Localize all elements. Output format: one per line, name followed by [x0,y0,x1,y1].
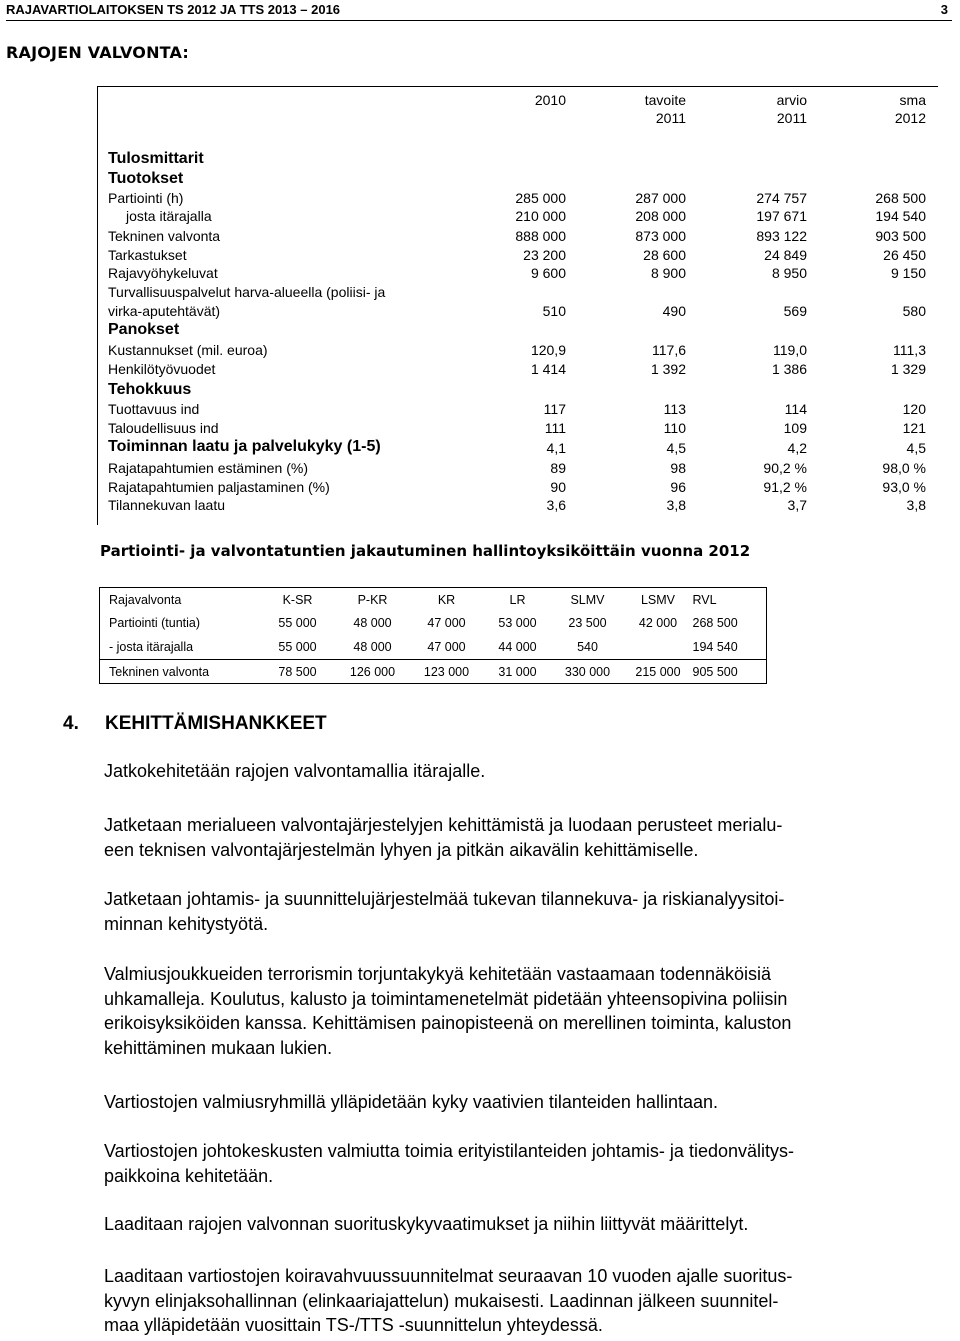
paragraph [104,1264,948,1338]
section-title: RAJOJEN VALVONTA: [6,43,190,62]
paragraph-line: kehittäminen mukaan lukien. [104,1037,333,1058]
row-value: 90,2 % [763,460,807,476]
distribution-cell: 31 000 [484,659,552,684]
row-label: Tarkastukset [108,247,187,263]
column-header-year: 2011 [776,110,807,126]
distribution-cell: Tekninen valvonta [100,659,260,684]
distribution-cell [624,635,693,659]
paragraph-line: Vartiostojen johtokeskusten valmiutta toimia erityistilanteiden johtamis- ja tiedonvälitys- [104,1141,794,1161]
paragraph-line: Valmiusjoukkueiden terrorismin torjuntakykyä kehitetään vastaamaan todennäköisiä [104,964,772,984]
column-header: 2010 [534,92,566,108]
paragraph-line: uhkamalleja. Koulutus, kalusto ja toimintamenetelmät pidetään yhteensopivina poliisin [104,988,788,1009]
row-value: 4,1 [546,440,566,456]
paragraph [104,1212,948,1237]
distribution-cell: - josta itärajalla [109,639,194,654]
row-value: 3,8 [666,497,686,513]
distribution-row [100,612,767,636]
row-value: 893 122 [756,228,807,244]
paragraph-line: Jatkokehitetään rajojen valvontamallia itärajalle. [104,761,486,781]
distribution-cell: 53 000 [498,616,537,631]
row-value: 4,5 [906,440,926,456]
distribution-cell: Rajavalvonta [109,592,182,607]
row-value: 117 [543,401,566,417]
paragraph-line: Jatketaan johtamis- ja suunnittelujärjestelmää tukevan tilannekuva- ja riskianalyysitoi- [104,889,785,909]
distribution-table [99,587,767,684]
row-value: 873 000 [635,228,686,244]
distribution-cell: 330 000 [552,659,624,684]
heading-tulosmittarit: Tulosmittarit [108,150,204,167]
paragraph-line: kyvyn elinjaksohallinnan (elinkaariajattelun) mukaisesti. Laadinnan jälkeen suunnitel- [104,1290,779,1311]
paragraph-line: minnan kehitystyötä. [104,913,269,934]
row-label: Rajatapahtumien estäminen (%) [108,460,308,476]
paragraph-line: Jatketaan merialueen valvontajärjestelyjen kehittämistä ja luodaan perusteet merialu- [104,815,783,835]
row-value: 9 150 [890,265,926,281]
row-value: 120,9 [530,342,566,358]
distribution-cell: 55 000 [278,616,317,631]
distribution-cell: 42 000 [638,616,678,631]
row-label: josta itärajalla [126,208,212,224]
column-header-year: 2011 [655,110,686,126]
distribution-cell: 47 000 [427,639,466,654]
distribution-cell: SLMV [570,592,605,607]
row-value: 98 [670,460,686,476]
distribution-row [100,659,767,684]
row-label: Toiminnan laatu ja palvelukyky (1-5) [108,438,381,455]
distribution-cell: 268 500 [692,616,738,631]
heading-panokset: Panokset [108,321,180,338]
page-number: 3 [940,2,948,17]
row-value: 26 450 [883,247,926,263]
row-value: 3,7 [787,497,807,513]
row-label: virka-aputehtävät) [108,303,221,319]
row-label: Kustannukset (mil. euroa) [108,342,268,358]
row-value: 4,2 [787,440,807,456]
paragraph [104,813,948,862]
row-value: 113 [663,401,686,417]
distribution-cell: KR [437,592,456,607]
chapter-heading [63,713,327,735]
row-value: 210 000 [515,208,566,224]
paragraph-line: paikkoina kehitetään. [104,1165,274,1186]
row-value: 287 000 [635,190,686,206]
column-header: sma [899,92,926,108]
row-value: 510 [542,303,566,319]
paragraph-line: Laaditaan vartiostojen koiravahvuussuunnitelmat seuraavan 10 vuoden ajalle suoritus- [104,1266,793,1286]
row-value: 96 [670,479,686,495]
row-label: Henkilötyövuodet [108,361,216,377]
row-value: 111 [544,420,566,436]
distribution-cell: 123 000 [410,659,484,684]
row-value: 114 [784,401,807,417]
distribution-caption: Partiointi- ja valvontatuntien jakautuminen hallintoyksiköittäin vuonna 2012 [100,542,751,560]
row-value: 93,0 % [882,479,926,495]
row-value: 98,0 % [882,460,926,476]
row-value: 4,5 [666,440,686,456]
row-label: Tuottavuus ind [108,401,200,417]
paragraph-line: Vartiostojen valmiusryhmillä ylläpidetään kyky vaativien tilanteiden hallintaan. [104,1092,718,1112]
row-value: 3,6 [546,497,566,513]
column-header-year: 2012 [894,110,926,126]
row-value: 274 757 [756,190,807,206]
distribution-cell: 23 500 [568,616,607,631]
row-value: 117,6 [652,342,686,358]
row-value: 1 392 [650,361,686,377]
paragraph-line: maa ylläpidetään vuosittain TS-/TTS -suunnittelun yhteydessä. [104,1315,603,1335]
row-value: 1 414 [530,361,566,377]
distribution-cell: 540 [577,639,598,654]
paragraph [104,1139,948,1188]
paragraph [104,1090,948,1115]
distribution-cell: 48 000 [353,616,392,631]
row-value: 111,3 [893,342,926,358]
paragraph-line: erikoisyksiköiden kanssa. Kehittämisen painopisteenä on merellinen toiminta, kaluston [104,1013,792,1033]
distribution-cell: LR [509,592,526,607]
distribution-cell: 44 000 [498,639,537,654]
distribution-cell: K-SR [282,592,313,607]
row-label: Partiointi (h) [108,190,184,206]
row-value: 569 [783,303,807,319]
distribution-cell: LSMV [640,592,676,607]
chapter-title: KEHITTÄMISHANKKEET [105,713,327,734]
row-value: 90 [550,479,566,495]
row-label: Tekninen valvonta [108,228,221,244]
distribution-cell: RVL [692,592,717,607]
heading-tehokkuus: Tehokkuus [108,381,192,398]
distribution-cell: 48 000 [353,639,392,654]
distribution-cell: Partiointi (tuntia) [109,616,201,631]
distribution-cell: 47 000 [427,616,466,631]
row-value: 121 [902,420,926,436]
distribution-cell: P-KR [357,592,388,607]
row-value: 9 600 [530,265,566,281]
row-value: 89 [550,460,566,476]
page-header [6,0,952,21]
row-value: 109 [783,420,807,436]
row-label: Rajavyöhykeluvat [108,265,218,281]
row-value: 1 329 [890,361,926,377]
row-value: 490 [662,303,686,319]
row-label: Rajatapahtumien paljastaminen (%) [108,479,330,495]
row-value: 91,2 % [763,479,807,495]
row-value: 8 900 [650,265,686,281]
row-value: 23 200 [523,247,566,263]
distribution-cell: 55 000 [278,639,317,654]
distribution-row [100,635,767,659]
row-value: 28 600 [643,247,686,263]
row-value: 580 [902,303,926,319]
row-value: 285 000 [515,190,566,206]
row-value: 8 950 [771,265,807,281]
column-header: tavoite [644,92,686,108]
row-label: Tilannekuvan laatu [108,497,226,513]
paragraph [104,887,948,936]
distribution-cell: 215 000 [624,659,693,684]
row-value: 194 540 [875,208,926,224]
header-title: RAJAVARTIOLAITOKSEN TS 2012 JA TTS 2013 – 2016 [6,2,341,17]
row-value: 1 386 [771,361,807,377]
row-value: 119,0 [773,342,807,358]
chapter-number: 4. [63,713,79,734]
row-value: 208 000 [635,208,686,224]
row-value: 888 000 [515,228,566,244]
paragraph-line: Laaditaan rajojen valvonnan suorituskykyvaatimukset ja niihin liittyvät määrittelyt. [104,1214,749,1234]
distribution-cell: 78 500 [260,659,336,684]
paragraph [104,759,948,784]
distribution-cell: 194 540 [692,639,738,654]
paragraph-line: een teknisen valvontajärjestelmän lyhyen ja pitkän aikavälin kehittämiselle. [104,839,699,860]
distribution-header-row [100,588,767,612]
row-value: 3,8 [906,497,926,513]
row-value: 110 [663,420,686,436]
heading-tuotokset: Tuotokset [108,170,184,187]
row-label: Taloudellisuus ind [108,420,219,436]
row-value: 903 500 [875,228,926,244]
column-header: arvio [776,92,807,108]
row-value: 24 849 [764,247,807,263]
distribution-cell: 905 500 [693,659,767,684]
row-value: 120 [902,401,926,417]
row-label: Turvallisuuspalvelut harva-alueella (poliisi- ja [108,284,386,300]
row-value: 268 500 [875,190,926,206]
distribution-cell: 126 000 [336,659,410,684]
row-value: 197 671 [756,208,807,224]
paragraph [104,962,948,1060]
